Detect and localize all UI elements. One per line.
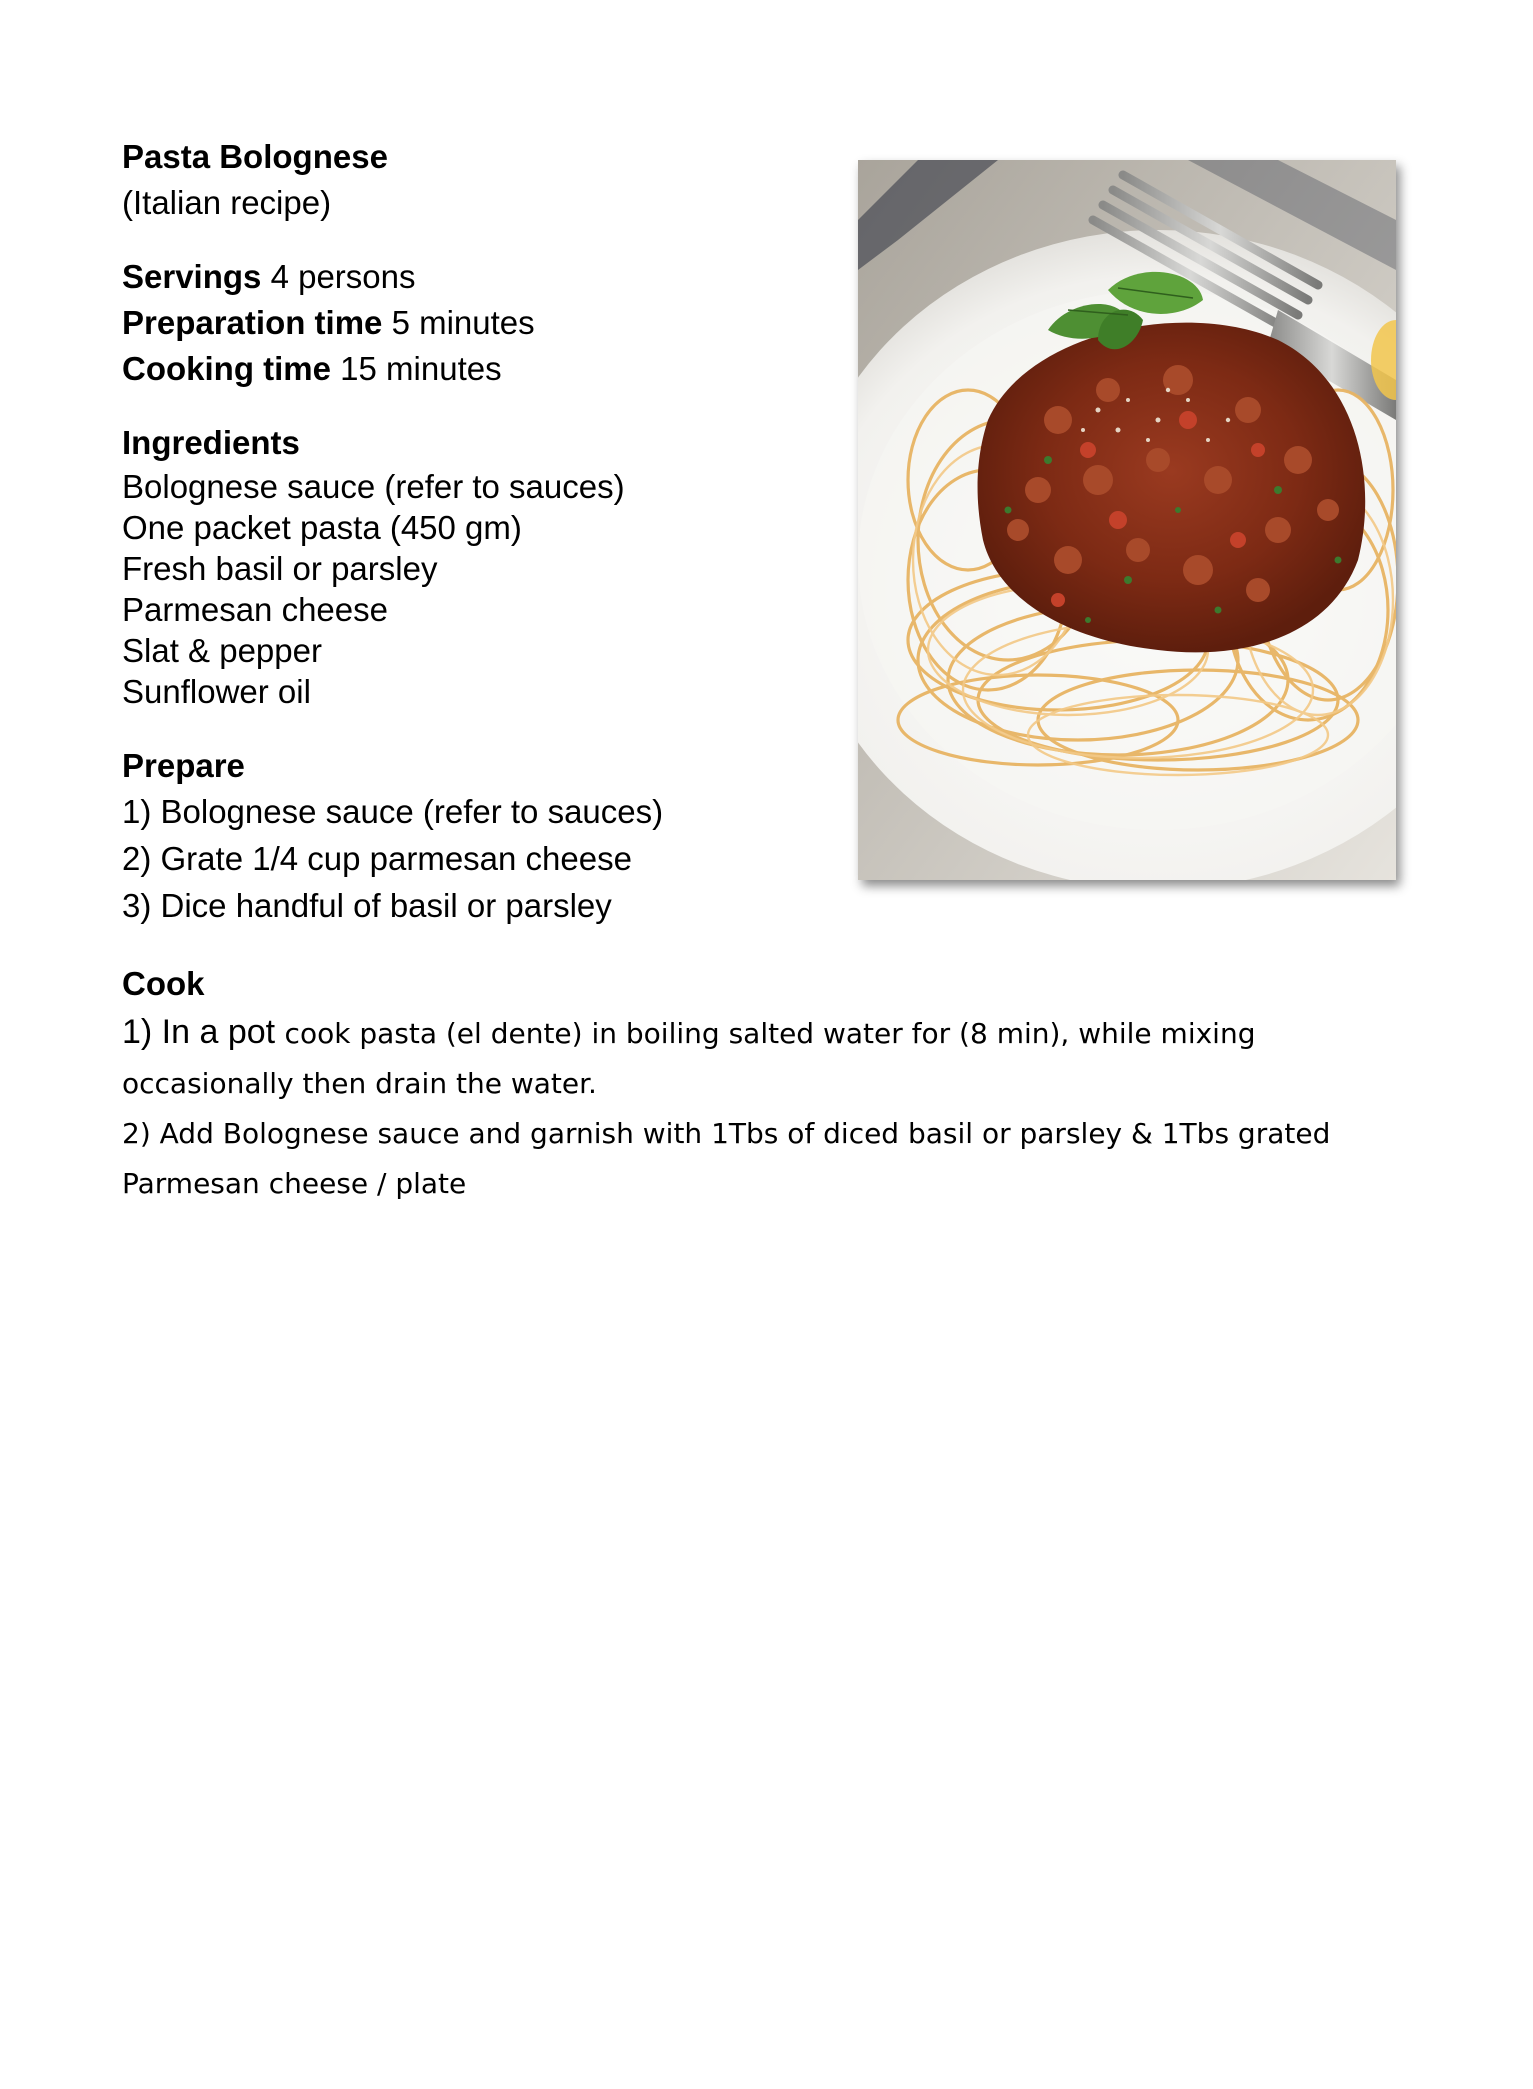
recipe-details [122,134,822,929]
list-item: One packet pasta (450 gm) [122,509,522,546]
cook-step-1-continued [122,1058,1422,1108]
list-item: Sunflower oil [122,673,311,710]
prepare-steps [122,788,822,929]
recipe-title: Pasta Bolognese [122,138,388,175]
cook-step-2 [122,1108,1422,1158]
list-item: 2) Grate 1/4 cup parmesan cheese [122,840,632,877]
list-item: Fresh basil or parsley [122,550,438,587]
ingredients-heading: Ingredients [122,424,300,461]
cooking-time-line [122,346,822,392]
ingredients-list [122,466,822,712]
servings-value: 4 persons [261,258,416,295]
list-item: Parmesan cheese [122,591,388,628]
pasta-photo-illustration [858,160,1396,880]
recipe-subtitle: (Italian recipe) [122,184,332,221]
cook-step-2-continued [122,1158,1422,1208]
cook-step-1 [122,1008,1422,1058]
cook-section [122,960,1422,1208]
servings-label: Servings [122,258,262,295]
cooking-time-label: Cooking time [122,350,332,387]
list-item: Bolognese sauce (refer to sauces) [122,468,625,505]
cook-step-1-rest: cook pasta (el dente) in boiling salted water for (8 min), while mixing [284,1017,1256,1050]
pasta-bolognese-photo [858,160,1396,880]
prep-time-value: 5 minutes [382,304,535,341]
cook-step-1-cont-text: occasionally then drain the water. [122,1067,597,1100]
servings-line [122,254,822,300]
cook-step-1-lead: 1) In a pot [122,1013,285,1051]
prepare-heading: Prepare [122,747,245,784]
prep-time-line [122,300,822,346]
cook-step-2-line2: Parmesan cheese / plate [122,1167,467,1200]
cook-heading: Cook [122,965,205,1002]
cooking-time-value: 15 minutes [331,350,502,387]
cook-step-2-line1: 2) Add Bolognese sauce and garnish with 1Tbs of diced basil or parsley & 1Tbs grated [122,1117,1331,1150]
list-item: Slat & pepper [122,632,322,669]
list-item: 3) Dice handful of basil or parsley [122,887,612,924]
list-item: 1) Bolognese sauce (refer to sauces) [122,793,664,830]
prep-time-label: Preparation time [122,304,383,341]
